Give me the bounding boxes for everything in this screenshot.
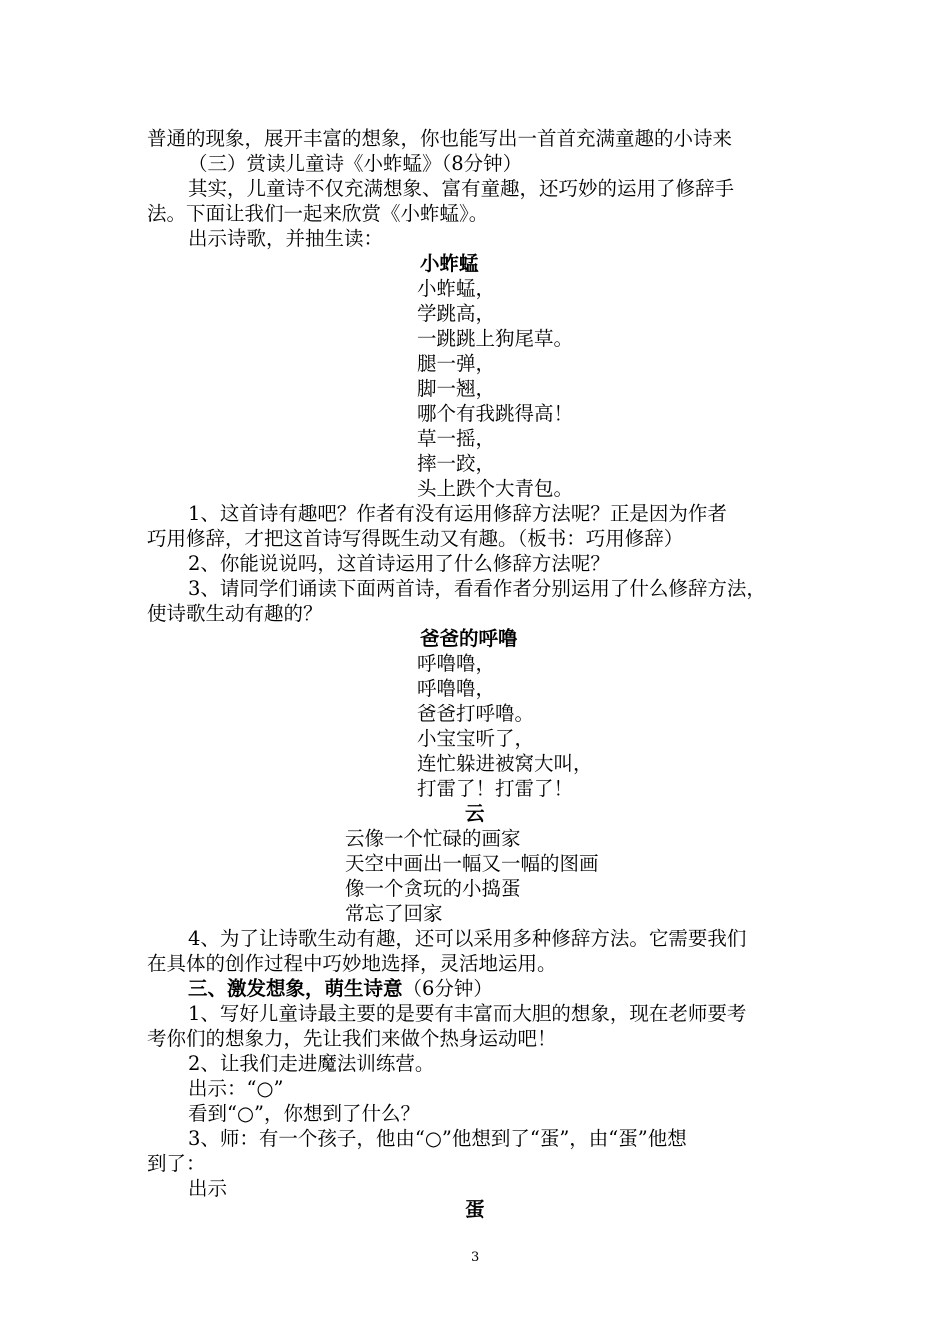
poem-line: 头上跌个大青包。 [417,477,574,500]
poem-line: 学跳高， [417,302,496,325]
poem-line: 腿一弹， [417,352,496,375]
poem-line: 一跳跳上狗尾草。 [417,327,574,350]
poem-line: 哪个有我跳得高！ [417,402,574,425]
poem-line: 呼噜噜， [417,652,496,675]
paragraph-line: 4、为了让诗歌生动有趣，还可以采用多种修辞方法。它需要我们 [188,927,747,950]
section-heading-duration: （6分钟） [402,977,493,1000]
paragraph-line: 出示 [188,1177,228,1200]
paragraph-line: 使诗歌生动有趣的？ [147,602,323,625]
paragraph-line: 巧用修辞，才把这首诗写得既生动又有趣。（板书：巧用修辞） [147,527,684,550]
poem-line: 连忙躲进被窝大叫， [417,752,593,775]
poem-line: 小宝宝听了， [417,727,535,750]
centered-heading: 蛋 [465,1198,485,1221]
paragraph-line: 看到“○”，你想到了什么？ [188,1102,420,1125]
poem-line: 小蚱蜢， [417,277,496,300]
paragraph-line: 2、让我们走进魔法训练营。 [188,1052,435,1075]
poem-line: 像一个贪玩的小捣蛋 [345,877,521,900]
paragraph-line: 1、这首诗有趣吧？作者有没有运用修辞方法呢？正是因为作者 [188,502,727,525]
poem-line: 天空中画出一幅又一幅的图画 [345,852,599,875]
poem-line: 打雷了！打雷了！ [417,777,574,800]
paragraph-line: 到了： [147,1152,206,1175]
poem-line: 呼噜噜， [417,677,496,700]
paragraph-line: 2、你能说说吗，这首诗运用了什么修辞方法呢？ [188,552,610,575]
paragraph-line: 出示：“○” [188,1077,284,1100]
poem-line: 摔一跤， [417,452,496,475]
poem-line: 常忘了回家 [345,902,443,925]
poem-line: 云像一个忙碌的画家 [345,827,521,850]
poem-title: 云 [465,802,485,825]
paragraph-line: 1、写好儿童诗最主要的是要有丰富而大胆的想象，现在老师要考 [188,1002,747,1025]
paragraph-line: 出示诗歌，并抽生读： [188,227,384,250]
page-number: 3 [471,1250,480,1265]
paragraph-line: 其实，儿童诗不仅充满想象、富有童趣，还巧妙的运用了修辞手 [188,177,735,200]
poem-line: 爸爸打呼噜。 [417,702,535,725]
poem-line: 脚一翘， [417,377,496,400]
paragraph-line: 普通的现象，展开丰富的想象，你也能写出一首首充满童趣的小诗来 [147,127,733,150]
paragraph-line: 考你们的想象力，先让我们来做个热身运动吧！ [147,1027,557,1050]
paragraph-line: 3、师：有一个孩子，他由“○”他想到了“蛋”，由“蛋”他想 [188,1127,687,1150]
paragraph-line: 在具体的创作过程中巧妙地选择，灵活地运用。 [147,952,557,975]
poem-line: 草一摇， [417,427,496,450]
poem-title: 小蚱蜢 [420,252,479,275]
section-heading [188,976,608,1001]
paragraph-line: 3、请同学们诵读下面两首诗，看看作者分别运用了什么修辞方法， [188,577,766,600]
paragraph-line: 法。下面让我们一起来欣赏《小蚱蜢》。 [147,202,489,225]
section-heading-title: 三、激发想象，萌生诗意 [188,977,403,1000]
section-heading: （三）赏读儿童诗《小蚱蜢》（8分钟） [188,152,523,175]
poem-title: 爸爸的呼噜 [420,627,518,650]
